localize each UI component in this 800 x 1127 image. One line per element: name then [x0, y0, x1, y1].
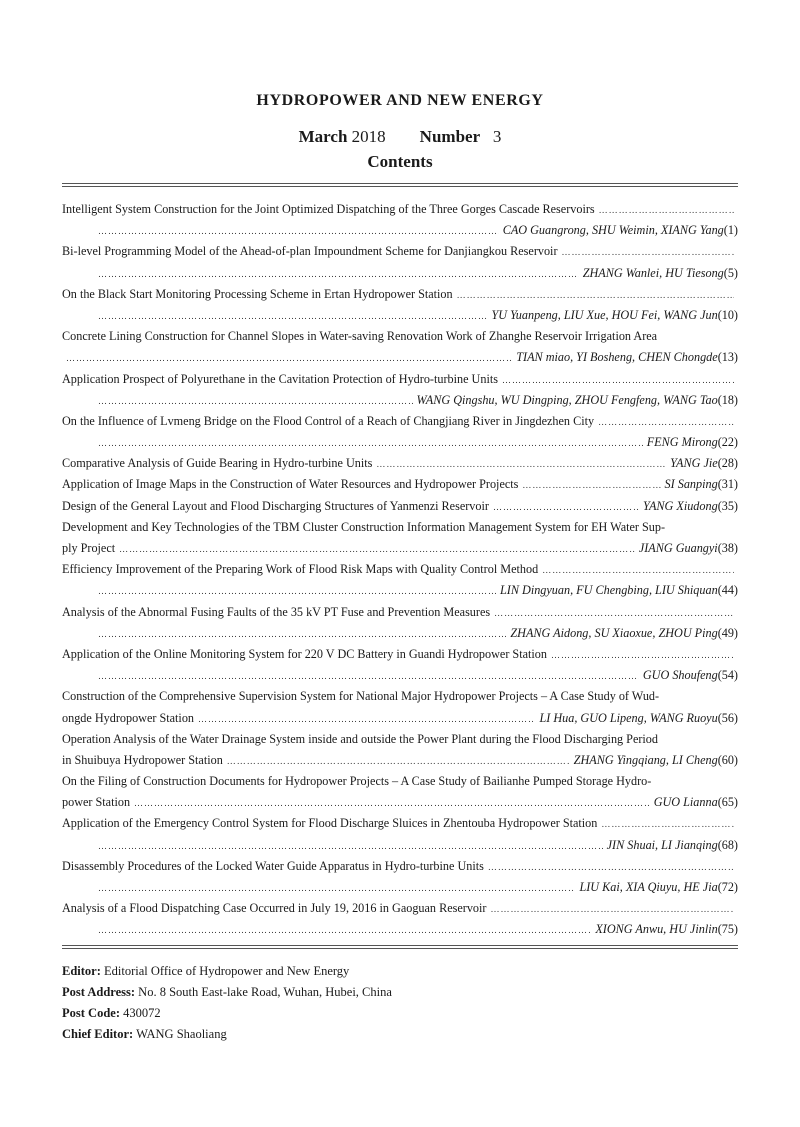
toc-entry	[62, 644, 738, 686]
dot-leader	[601, 814, 734, 835]
toc-entry-row	[62, 708, 738, 729]
toc-entry-row	[62, 559, 738, 580]
article-title: Analysis of a Flood Dispatching Case Occurred in July 19, 2016 in Gaoguan Reservoir	[62, 901, 487, 916]
toc-entry-row	[62, 750, 738, 771]
dot-leader	[457, 285, 734, 306]
publication-info	[62, 961, 738, 1045]
article-page: (38)	[717, 541, 738, 555]
top-rule-2	[62, 186, 738, 187]
dot-leader	[119, 539, 635, 560]
toc-entry-row	[62, 898, 738, 919]
toc-entry-row	[62, 284, 738, 305]
article-authors: JIN Shuai, LI Jianqing	[606, 837, 718, 852]
dot-leader	[98, 878, 575, 899]
dot-leader	[562, 242, 734, 263]
article-authors: YANG Xiudong	[643, 498, 718, 513]
toc-entry	[62, 241, 738, 283]
toc-entry-row	[62, 729, 738, 750]
article-authors: SI Sanping	[664, 477, 718, 492]
bottom-rule-1	[62, 945, 738, 946]
toc-entry-row	[62, 835, 738, 856]
issue-year: 2018	[351, 127, 386, 146]
toc-entry-row	[62, 496, 738, 517]
toc-list	[62, 199, 738, 941]
toc-entry-row	[62, 347, 738, 368]
dot-leader	[134, 793, 650, 814]
postcode-label: Post Code:	[62, 1006, 120, 1020]
toc-entry	[62, 326, 738, 368]
toc-entry-row	[62, 411, 738, 432]
dot-leader	[98, 306, 488, 327]
toc-entry-row	[62, 856, 738, 877]
toc-entry-row	[62, 220, 738, 241]
article-page: (54)	[717, 668, 738, 683]
article-authors: GUO Shoufeng	[642, 668, 718, 683]
dot-leader	[490, 899, 734, 920]
toc-entry	[62, 856, 738, 898]
article-authors: LIN Dingyuan, FU Chengbing, LIU Shiquan	[500, 583, 718, 598]
article-page: (56)	[717, 710, 738, 725]
toc-entry-row	[62, 665, 738, 686]
chief-editor-label: Chief Editor:	[62, 1027, 134, 1041]
article-title: Concrete Lining Construction for Channel Slopes in Water-saving Renovation Work of Zhanghe Reservoir Irrigation Area	[62, 329, 658, 344]
toc-entry-row	[62, 453, 738, 474]
dot-leader	[98, 666, 639, 687]
dot-leader	[542, 560, 734, 581]
toc-entry-row	[62, 199, 738, 220]
dot-leader	[98, 391, 413, 412]
article-page: (18)	[717, 392, 738, 407]
dot-leader	[493, 497, 639, 518]
toc-entry	[62, 474, 738, 495]
toc-entry	[62, 284, 738, 326]
dot-leader	[98, 221, 499, 242]
article-title: Construction of the Comprehensive Supervision System for National Major Hydropower Projects – A Case Study of Wud-	[62, 689, 660, 704]
article-title-continued: in Shuibuya Hydropower Station	[62, 752, 223, 767]
article-title-continued: power Station	[62, 795, 131, 810]
article-page: (35)	[717, 498, 738, 513]
toc-entry	[62, 898, 738, 940]
article-title-continued: ply Project	[62, 541, 116, 555]
article-title: On the Filing of Construction Documents for Hydropower Projects – A Case Study of Bailianhe Pumped Storage Hydro-	[62, 774, 652, 789]
toc-entry-row	[62, 538, 738, 559]
article-title: On the Black Start Monitoring Processing Scheme in Ertan Hydropower Station	[62, 286, 453, 301]
article-title: Application Prospect of Polyurethane in the Cavitation Protection of Hydro-turbine Units	[62, 371, 498, 386]
article-page: (10)	[717, 307, 738, 322]
dot-leader	[198, 709, 535, 730]
bottom-rule-2	[62, 948, 738, 949]
address-label: Post Address:	[62, 985, 136, 999]
dot-leader	[98, 920, 591, 941]
article-title: Intelligent System Construction for the Joint Optimized Dispatching of the Three Gorges Cascade Reservoirs	[62, 202, 595, 216]
toc-entry	[62, 559, 738, 601]
toc-entry-row	[62, 919, 738, 940]
article-page: (75)	[717, 922, 738, 937]
article-authors: FENG Mirong	[646, 435, 718, 450]
dot-leader	[502, 370, 734, 391]
dot-leader	[98, 433, 643, 454]
toc-entry-row	[62, 241, 738, 262]
toc-entry	[62, 517, 738, 559]
article-authors: LI Hua, GUO Lipeng, WANG Ruoyu	[539, 710, 718, 725]
dot-leader	[98, 836, 603, 857]
article-authors: YU Yuanpeng, LIU Xue, HOU Fei, WANG Jun	[491, 307, 718, 322]
dot-leader	[227, 751, 570, 772]
toc-entry-row	[62, 602, 738, 623]
toc-entry	[62, 729, 738, 771]
article-title: Comparative Analysis of Guide Bearing in Hydro-turbine Units	[62, 456, 373, 471]
article-title: Application of Image Maps in the Construction of Water Resources and Hydropower Projects	[62, 477, 519, 492]
dot-leader	[376, 454, 666, 475]
toc-entry-row	[62, 580, 738, 601]
toc-entry-row	[62, 263, 738, 284]
article-title: Development and Key Technologies of the TBM Cluster Construction Information Management System for EH Water Sup-	[62, 519, 666, 534]
issue-line	[0, 127, 800, 147]
dot-leader	[98, 624, 506, 645]
article-title: Bi-level Programming Model of the Ahead-of-plan Impoundment Scheme for Danjiangkou Reservoir	[62, 244, 558, 259]
article-authors: TIAN miao, YI Bosheng, CHEN Chongde	[516, 350, 718, 365]
toc-entry	[62, 602, 738, 644]
toc-entry-row	[62, 474, 738, 495]
toc-entry-row	[62, 369, 738, 390]
article-page: (65)	[717, 795, 738, 810]
article-page: (72)	[717, 880, 738, 894]
toc-entry	[62, 771, 738, 813]
article-page: (22)	[717, 435, 738, 450]
editor-line	[62, 961, 738, 982]
article-page: (1)	[723, 223, 738, 238]
dot-leader	[66, 348, 512, 369]
toc-entry	[62, 453, 738, 474]
dot-leader	[598, 412, 734, 433]
contents-title: Contents	[367, 152, 433, 171]
article-title: Design of the General Layout and Flood Discharging Structures of Yanmenzi Reservoir	[62, 498, 489, 513]
toc-entry	[62, 813, 738, 855]
issue-number-label: Number	[419, 127, 481, 146]
article-authors: WANG Qingshu, WU Dingping, ZHOU Fengfeng, WANG Tao	[416, 392, 718, 407]
chief-editor-value: WANG Shaoliang	[136, 1027, 227, 1041]
top-rule-1	[62, 183, 738, 184]
address-line	[62, 982, 738, 1003]
toc-entry-row	[62, 432, 738, 453]
toc-entry-row	[62, 792, 738, 813]
toc-entry-row	[62, 644, 738, 665]
article-page: (28)	[717, 456, 738, 471]
toc-entry-row	[62, 326, 738, 347]
article-page: (5)	[723, 265, 738, 280]
toc-entry-row	[62, 877, 738, 898]
dot-leader	[494, 603, 734, 624]
issue-number-value: 3	[492, 127, 502, 146]
article-page: (60)	[717, 752, 738, 767]
dot-leader	[551, 645, 734, 666]
article-authors: CAO Guangrong, SHU Weimin, XIANG Yang	[502, 223, 724, 238]
article-authors: JIANG Guangyi	[638, 541, 718, 555]
article-page: (44)	[717, 583, 738, 598]
article-page: (68)	[717, 837, 738, 852]
address-value: No. 8 South East-lake Road, Wuhan, Hubei, China	[138, 985, 392, 999]
editor-value: Editorial Office of Hydropower and New Energy	[104, 964, 350, 978]
toc-entry	[62, 686, 738, 728]
toc-entry-row	[62, 686, 738, 707]
toc-entry	[62, 411, 738, 453]
chief-editor-line	[62, 1024, 738, 1045]
toc-entry-row	[62, 517, 738, 538]
article-page: (49)	[717, 625, 738, 640]
dot-leader	[522, 475, 660, 496]
editor-label: Editor:	[62, 964, 101, 978]
issue-month: March	[298, 127, 348, 146]
toc-entry-row	[62, 813, 738, 834]
article-authors: YANG Jie	[670, 456, 718, 471]
dot-leader	[599, 200, 734, 221]
article-authors: GUO Lianna	[653, 795, 718, 810]
dot-leader	[98, 581, 496, 602]
article-page: (31)	[717, 477, 738, 492]
article-title-continued: ongde Hydropower Station	[62, 710, 195, 725]
article-title: Application of the Emergency Control System for Flood Discharge Sluices in Zhentouba Hydropower Station	[62, 816, 598, 831]
toc-entry	[62, 199, 738, 241]
article-page: (13)	[717, 350, 738, 365]
toc-entry	[62, 369, 738, 411]
toc-entry	[62, 496, 738, 517]
article-title: On the Influence of Lvmeng Bridge on the Flood Control of a Reach of Changjiang River in Jingdezhen City	[62, 413, 595, 428]
toc-entry-row	[62, 390, 738, 411]
toc-entry-row	[62, 305, 738, 326]
article-title: Operation Analysis of the Water Drainage System inside and outside the Power Plant during the Flood Discharging Period	[62, 731, 658, 746]
article-authors: ZHANG Aidong, SU Xiaoxue, ZHOU Ping	[510, 625, 718, 640]
postcode-line	[62, 1003, 738, 1024]
article-title: Efficiency Improvement of the Preparing Work of Flood Risk Maps with Quality Control Method	[62, 562, 539, 577]
dot-leader	[98, 264, 579, 285]
article-authors: ZHANG Wanlei, HU Tiesong	[582, 265, 724, 280]
article-authors: LIU Kai, XIA Qiuyu, HE Jia	[579, 880, 718, 894]
journal-title: HYDROPOWER AND NEW ENERGY	[256, 92, 544, 109]
toc-entry-row	[62, 771, 738, 792]
postcode-value: 430072	[123, 1006, 161, 1020]
article-title: Analysis of the Abnormal Fusing Faults of the 35 kV PT Fuse and Prevention Measures	[62, 604, 491, 619]
article-title: Disassembly Procedures of the Locked Water Guide Apparatus in Hydro-turbine Units	[62, 858, 484, 873]
article-authors: XIONG Anwu, HU Jinlin	[595, 922, 718, 937]
toc-entry-row	[62, 623, 738, 644]
article-title: Application of the Online Monitoring System for 220 V DC Battery in Guandi Hydropower Station	[62, 646, 547, 661]
article-authors: ZHANG Yingqiang, LI Cheng	[573, 752, 718, 767]
dot-leader	[488, 857, 734, 878]
